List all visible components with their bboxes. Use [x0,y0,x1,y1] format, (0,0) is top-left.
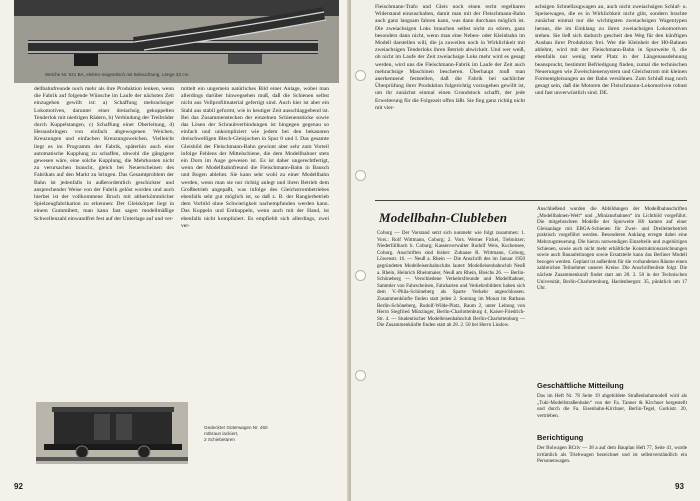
right-column-2: achsigen Schnellzugwagen an, auch nicht zweiachsigen Schlaf- u. Speisewagen, die es in Wirklichkeit nicht gibt, sondern brachte zunächst einmal nur die wichtigsten zweiachsigen Wagentypen heraus, die im Einklang zu ihren zweiachsigen Lokomotiven stehen. Sie ließ sich dadurch gescheit den Weg für den künftigen Ausbau ihrer Produktion frei. Wer die Kleinheit der H0-Bahnen ablehnt, wird mit der Fleischmann-Bahn in Spurweite 0, die ebenfalls nur wenig mehr Platz in der Längenausdehnung beansprucht, bestimmt Befriedigung finden, zumal die technischen Neuerungen wie Zweischienensystem und Gleichstrom mit kleinen Formentgleisungen an der Bahn versöhnen. Zum Schluß mag noch gesagt sein, daß die Motoren der Fleischmann-Lokomotiven robust und fast unverwüstlich sind. DE. [535,4,687,97]
club-news: Coburg — Der Vorstand setzt sich nunmehr wie folgt zusammen: 1. Vors.: Rolf Wittmann, Coburg; 2. Vors. Werner Fickel, Trebnitzer; Niederfüllbach b. Coburg; Kassenverwalter Rudolf Weis, Kuchensee, Coburg. Anschriften sind bisher: Zuhause R. Wittmann, Coburg, Löwenstr. 16. — Neuß a. Rhein — Die Anschrift des im Januar 1950 gegründeten Modelleisenbahnclubs lautet: Modelleisenbahnclub Neuß a. Rhein, Heinrich Rheinmaier, Neuß am Rhein, Bleichs 26. — Berlin-Schöneberg — Verschiedene Verkehrsfreunde und Modellbahner, Sammler von Fahrscheinen, Fahrkarten und Verkehrsbildern haben sich dem V.-Phila-Schöneberg als Sparte Verkehr angeschlossen. Zusammenkünfte finden statt jeden 2. Sonntag im Monat im Rathaus Berlin-Schöneberg, Rudolf-Wilde-Platz, Raum 2, unter Leitung von Herrn Siegfried Münzinger, Berlin-Charlottenburg 4, Kaiser-Friedrich-Str. 4. — Studentischer Modelleisenbahnclub Berlin-Charlottenburg — Die Zusammenkünfte finden statt ab 28. 2. 50 bei Herrn Lindow. [377,230,525,329]
switch-motor [74,54,98,66]
right-column-4: Anschließend wurden die Abbildungen der Modellbahnschriften „Modellbahnen-Welt“ und „Miniaturbahnen“ im Lichtbild vorgeführt. Die mitgebrachten Modelle der Spurweite H0 kamen auf einer Gleisanlage mit EBGA-Schienen für Zwei- und Dreileiterbetrieb praktisch vorgeführt werden. Besonderen Anklang erregte dabei eine Mehrzugsteuerung. Die hierzu notwendigen Einzelteile und zugehörigen Schienen, sowie auch nicht mehr erhältliche Konstruktionszeichnungen sowie auch Bauanleitungen sowie Ersatzteile kann das Berliner Modell bezogen werden. Geplant ist außerdem für die vorhandenen Räume einen zahlreichen Teilnehmer unserer Kreise. Die Anschriftenliste folgt. Die nächste Zusammenkunft findet statt am 28. 2. 50 in der Technischen Universität, Berlin-Charlottenburg, Hardenbergstr. 35, pünktlich um 17 Uhr. [537,206,687,292]
caption-freight-car [204,425,314,443]
binder-hole [355,270,366,281]
left-page [0,0,349,501]
page-number-right: 93 [675,482,684,491]
caption-line-3: 2 Schiebetüren [204,437,235,442]
binder-hole [355,170,366,181]
caption-switch: Weiche Nr. 621 BA, elektro-magnetisch mit Beleuchtung, Länge 33 cm [45,72,189,77]
right-column-1: Fleischmann-Trafo und Gleis noch einen recht regelbaren Widerstand einzuschalten, damit man mit der Fleischmann-Bahn auch ganz langsam fahren kann, was dann durchaus möglich ist. Die zweiachsigen Loks brauchen selbst nicht zu stören, ganz besonders dann nicht, wenn man eine Neben- oder Kleinbahn im Modell darstellen will, die ja zuweilen noch in Wirklichkeit mit zweiachsigen Tenderloks ihren Betrieb abwickelt. Und wer weiß, ob nicht im Laufe der Zeit zweiachsige Loks mehr wird es gesagt werden, wird uns die Fleischmann-Fabrik im Laufe der Zeit auch mehrachsige Maschinen bescheren. Überhaupt muß man anerkennend feststellen, daß die Fabrik bei sachlicher Überprüfung ihrer Produktion folgerichtig vorzugehen gewillt ist, um ihr zunächst einmal einen Grundstock schafft, der jede Erweiterung für die Folgezeit offen läßt. Sie fing ganz richtig nicht mit vier- [375,4,525,111]
mitteilung-text: Das im Heft Nr. 78 Seite 19 abgebildete Straßenbahnmodell wird als „Tuki-Modellstraßenbahn“ von der Fa. Tanner & Kirchner hergestellt und durch die Fa. Eisenbahn-Kirchner, Berlin-Tegel, Gorkistr. 20, vertrieben. [537,393,687,419]
caption-line-2: rotbraun lackiert, [204,431,239,436]
section-divider [375,200,687,201]
right-page [351,0,700,501]
page-number-left: 92 [14,482,23,491]
freight-car-photo [36,402,188,464]
caption-line-1: Gedeckter Güterwagen Nr. 460 [204,425,268,430]
track-switch-photo [14,0,339,83]
binder-hole [355,70,366,81]
mitteilung-heading: Geschäftliche Mitteilung [537,381,624,390]
left-column-2: mittelt ein ungemein natürliches Bild einer Anlage, wobei man allerdings darüber hinwegsehen muß, daß die Schienen selbst nicht aus Vollprofilmaterial gefertigt sind. Auch hier ist aber ein Stahl aus stabil geformt, wie in heutiger Zeit ausschlaggebend ist. Bei das Zusammenstecken der einzelnen Schienenstücke sowie das Lösen der Schraubverbindungen ist hingegen gegenau so einfach und unkompliziert wie jedem bei den bekannten dreischwelligen Blech-Gleisjochen in Spur 0 und I. Das gesamte Gleisbild der Fleischmann-Bahn gewinnt aber sehr zum Vorteil infolge Fehlens der Mittelschiene, die dem Modellbahner stets ein Dorn im Auge gewesen ist. Es ist daher ungerechtfertigt, wenn der Modellbahnfreund die Fleischmann-Bahn in Bausch und Bogen ablehnt. Sie kann sehr wohl zu einer Modellbahn werden, wenn man sie nur richtig anlegt und ihren Betrieb dem Großbetrieb angepaßt, was infolge des Gleichstrombetriebes ebenfalls sehr gut möglich ist, so daß z. B. der Rangierbetrieb dem Vorbild ohne Schwierigkeit nachempfunden werden kann. Das Kuppeln und Entkuppeln, wenn auch mit der Hand, ist ebenfalls nicht kompliziert. Es empfiehlt sich allerdings, zwei ver- [181,86,329,229]
left-column-1: dellbahnfreunde noch mehr als ihre Produktion lenken, wenn die Fabrik auf folgende Wünsche im Laufe der nächsten Zeit einzugehen gewillt ist: a) Schaffung mehrachsiger Lokomotiven, darunter einer dreiachsig gekuppelten Tenderlok mit niedrigen Rädern, b) Verbindung der Treibräder durch Kuppelstangen, c) Schaffung einer Oberleitung, d) Herausbringen von einfach abgewogenen Weichen, Kreuzungen und einfachen Kreuzungsweichen. Vielleicht liegt es im Programm der Fabrik, späterhin auch eine automatische Kupplung zu schaffen, obwohl die gängigere gewesen wäre, eine solche Kupplung, die Mehrkosten nicht zu verursachen braucht, gleich bei Neuerscheinen des Fabrikats auf den Markt zu bringen. Das Gesamtproblem der Bahn ist jedenfalls in außerordentlich geschickter und ansprechender Weise von der Fabrik gelöst worden und auch hierbei ist der vollkommene Bruch mit altherkömmlicher Spielzeugfabrikation zu erkennen: Der Gleiskörper liegt in einem Gummibett, man kann fast sagen modellmäßige Schwellenzahl einwandfrei fest auf der Unterlage auf und ver- [34,86,174,222]
berichtigung-heading: Berichtigung [537,433,584,442]
clubleben-heading: Modellbahn-Clubleben [379,210,508,225]
berichtigung-text: Der Bolwagen BCtiv — 38 a auf dem Bauplan Heft 77, Seite 41, wurde irrtümlich als Triebwagen bezeichnet und ist selbstverständlich ein Personenwagen. [537,445,687,465]
switch-lamp [228,54,262,64]
binder-hole [355,370,366,381]
